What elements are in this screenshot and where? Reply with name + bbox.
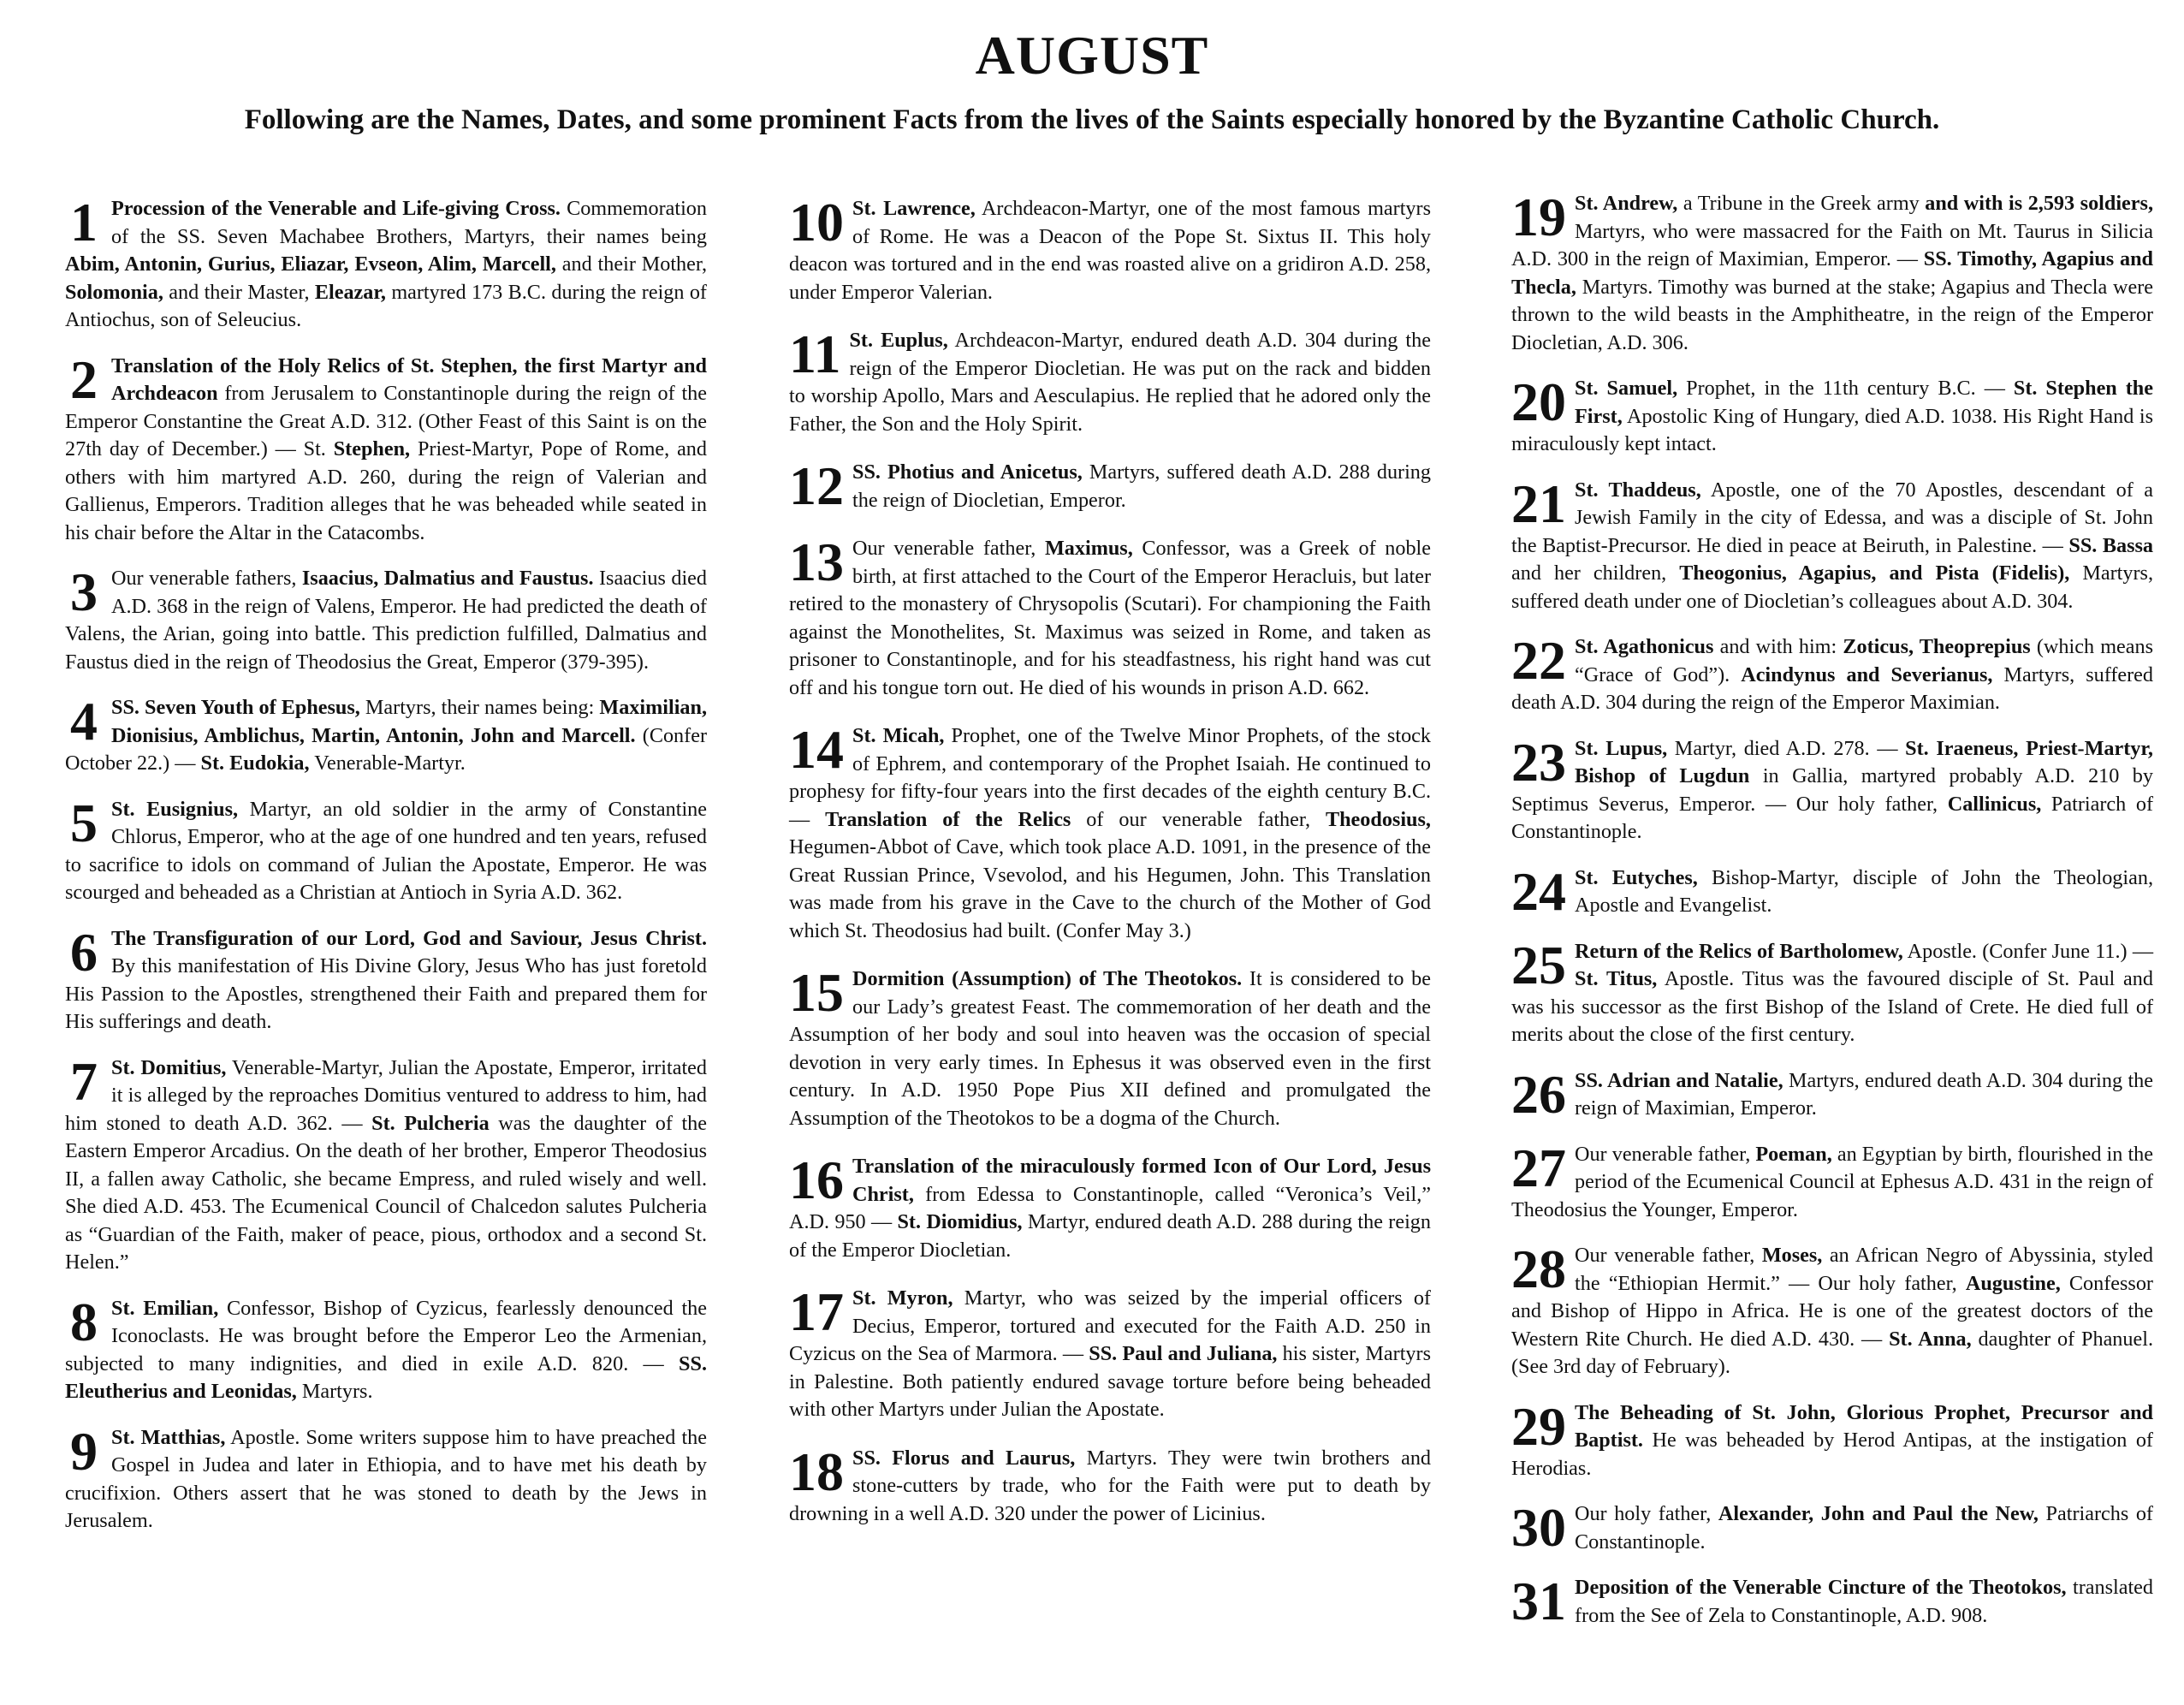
day-number: 12	[789, 455, 844, 516]
day-number: 8	[70, 1291, 98, 1352]
day-entry	[65, 1291, 708, 1406]
day-entry	[1511, 934, 2154, 1049]
day-description: Our venerable father, Poeman, an Egyptian by birth, flourished in the period of the Ecumenical Council at Ephesus A.D. 431 in the reign of Theodosius the Younger, Emperor.	[1511, 1142, 2153, 1221]
day-description: St. Andrew, a Tribune in the Greek army and with is 2,593 soldiers, Martyrs, who were massacred for the Faith on Mt. Taurus in Silicia A.D. 300 in the reign of Maximian, Emperor. — SS. Timothy, Agapius and Thecla, Martyrs. Timothy was burned at the stake; Agapius and Thecla were thrown to the wild beasts in the Amphitheatre, in the reign of the Emperor Diocletian, A.D. 306.	[1511, 192, 2153, 354]
day-number: 5	[70, 792, 98, 853]
day-entry	[789, 1281, 1431, 1424]
day-number: 27	[1511, 1137, 1566, 1198]
day-number: 13	[789, 532, 844, 592]
day-entry	[789, 192, 1431, 306]
day-number: 25	[1511, 934, 1566, 995]
day-entry	[1511, 187, 2153, 357]
day-description: St. Euplus, Archdeacon-Martyr, endured death A.D. 304 during the reign of the Emperor Diocletian. He was put on the rack and bidden to worship Apollo, Mars and Aesculapius. He replied that he adored only the Father, the Son and the Holy Spirit.	[789, 329, 1431, 436]
day-description: St. Samuel, Prophet, in the 11th century B.C. — St. Stephen the First, Apostolic King of Hungary, died A.D. 1038. His Right Hand is miraculously kept intact.	[1511, 377, 2153, 455]
day-number: 26	[1511, 1063, 1566, 1125]
day-description: SS. Adrian and Natalie, Martyrs, endured death A.D. 304 during the reign of Maximian, Emperor.	[1575, 1068, 2154, 1120]
day-entry	[65, 921, 707, 1037]
day-description: Our venerable fathers, Isaacius, Dalmatius and Faustus. Isaacius died A.D. 368 in the reign of Valens, Emperor. He had predicted the death of Valens, the Arian, going into battle. This prediction fulfilled, Dalmatius and Faustus died in the reign of Theodosius the Great, Emperor (379-395).	[65, 567, 707, 674]
day-entry	[1511, 371, 2153, 459]
day-entry	[789, 532, 1431, 702]
day-entry	[1511, 860, 2153, 922]
day-number: 30	[1511, 1497, 1566, 1558]
day-number: 22	[1511, 630, 1566, 691]
day-number: 31	[1511, 1571, 1566, 1631]
day-entry	[65, 1420, 707, 1536]
day-number: 7	[70, 1050, 98, 1112]
day-entry	[65, 792, 707, 907]
day-number: 16	[789, 1150, 844, 1210]
day-number: 11	[789, 324, 841, 384]
day-number: 24	[1511, 860, 1566, 922]
day-entry	[789, 1150, 1431, 1264]
day-entry	[789, 1441, 1432, 1529]
day-description: Our venerable father, Moses, an African Negro of Abyssinia, styled the “Ethiopian Hermit.” — Our holy father, Augustine, Confessor and Bishop of Hippo in Africa. He is one of the greatest doctors of the Western Rite Church. He died A.D. 430. — St. Anna, daughter of Phanuel. (See 3rd day of February).	[1511, 1244, 2154, 1378]
column-2	[789, 192, 1432, 1548]
day-description: SS. Photius and Anicetus, Martyrs, suffered death A.D. 288 during the reign of Diocletian, Emperor.	[852, 460, 1431, 512]
day-description: St. Micah, Prophet, one of the Twelve Minor Prophets, of the stock of Ephrem, and contemporary of the Prophet Isaiah. He continued to prophesy for fifty-four years into the first decades of the eighth century B.C. — Translation of the Relics of our venerable father, Theodosius, Hegumen-Abbot of Cave, which took place A.D. 1091, in the presence of the Great Russian Prince, Vsevolod, and his Hegumen, John. This Translation was made from his grave in the Cave to the church of the Mother of God which St. Theodosius had built. (Confer May 3.)	[789, 724, 1431, 942]
day-description: Dormition (Assumption) of The Theotokos. It is considered to be our Lady’s greatest Feast. The commemoration of her death and the Assumption of her body and soul into heaven was the occasion of special devotion in very early times. In Ephesus it was observed even in the first century. In A.D. 1950 Pope Pius XII defined and promulgated the Assumption of the Theotokos to be a dogma of the Church.	[789, 967, 1431, 1130]
day-entry	[789, 962, 1431, 1132]
day-entry	[65, 1050, 708, 1277]
day-entry	[1511, 630, 2153, 717]
day-entry	[789, 719, 1431, 945]
day-entry	[1511, 1063, 2154, 1125]
day-entry	[1511, 1395, 2153, 1483]
day-number: 14	[789, 719, 844, 780]
day-description: St. Eutyches, Bishop-Martyr, disciple of John the Theologian, Apostle and Evangelist.	[1575, 865, 2153, 917]
day-entry	[1511, 472, 2153, 616]
day-description: St. Eusignius, Martyr, an old soldier in the army of Constantine Chlorus, Emperor, who at the age of one hundred and ten years, refused to sacrifice to idols on command of Julian the Apostate, Emperor. He was scourged and beheaded as a Christian at Antioch in Syria A.D. 362.	[65, 797, 707, 904]
day-entry	[1511, 1497, 2153, 1558]
column-1	[65, 192, 708, 1554]
day-entry	[1511, 1137, 2153, 1225]
day-number: 21	[1511, 472, 1566, 534]
day-description: St. Myron, Martyr, who was seized by the imperial officers of Decius, Emperor, tortured and executed for the Faith A.D. 250 in Cyzicus on the Sea of Marmora. — SS. Paul and Juliana, his sister, Martyrs in Palestine. Both patiently endured savage torture before being beheaded with other Martyrs under Julian the Apostate.	[789, 1286, 1431, 1421]
day-number: 10	[789, 192, 844, 252]
day-number: 4	[70, 691, 98, 752]
day-number: 20	[1511, 371, 1566, 432]
day-description: SS. Seven Youth of Ephesus, Martyrs, their names being: Maximilian, Dionisius, Amblichus, Martin, Antonin, John and Marcell. (Confer October 22.) — St. Eudokia, Venerable-Martyr.	[65, 696, 708, 775]
day-entry	[1511, 731, 2154, 847]
day-description: St. Domitius, Venerable-Martyr, Julian the Apostate, Emperor, irritated it is alleged by the reproaches Domitius ventured to address to him, had him stoned to death A.D. 362. — St. Pulcheria was the daughter of the Eastern Emperor Arcadius. On the death of her brother, Emperor Theodosius II, a fallen away Catholic, she became Empress, and ruled wisely and well. She died A.D. 453. The Ecumenical Council of Chalcedon salutes Pulcheria as “Guardian of the Faith, maker of peace, pious, orthodox and a second St. Helen.”	[65, 1055, 708, 1274]
day-number: 18	[789, 1441, 844, 1502]
day-number: 6	[70, 921, 98, 983]
day-number: 17	[789, 1281, 844, 1342]
day-number: 3	[70, 561, 98, 622]
day-description: St. Matthias, Apostle. Some writers suppose him to have preached the Gospel in Judea and later in Ethiopia, and to have met his death by crucifixion. Others assert that he was stoned to death by the Jews in Jerusalem.	[65, 1425, 707, 1532]
day-entry	[65, 192, 708, 335]
day-description: The Transfiguration of our Lord, God and Saviour, Jesus Christ. By this manifestation of His Divine Glory, Jesus Who has just foretold His Passion to the Apostles, strengthened their Faith and prepared them for His sufferings and death.	[65, 926, 707, 1033]
day-number: 9	[70, 1420, 98, 1482]
day-description: St. Agathonicus and with him: Zoticus, Theoprepius (which means “Grace of God”). Acindynus and Severianus, Martyrs, suffered death A.D. 304 during the reign of the Emperor Maximian.	[1511, 635, 2153, 714]
page-subtitle: Following are the Names, Dates, and some prominent Facts from the lives of the Saints especially honored by the Byzantine Catholic Church.	[244, 104, 1940, 135]
day-number: 28	[1511, 1239, 1566, 1299]
day-description: Our holy father, Alexander, John and Paul the New, Patriarchs of Constantinople.	[1575, 1502, 2153, 1554]
day-description: St. Thaddeus, Apostle, one of the 70 Apostles, descendant of a Jewish Family in the city of Edessa, and was a disciple of St. John the Baptist-Precursor. He died in peace at Beiruth, in Palestine. — SS. Bassa and her children, Theogonius, Agapius, and Pista (Fidelis), Martyrs, suffered death under one of Diocletian’s colleagues about A.D. 304.	[1511, 478, 2153, 613]
day-description: Return of the Relics of Bartholomew, Apostle. (Confer June 11.) — St. Titus, Apostle. Titus was the favoured disciple of St. Paul and was his successor as the first Bishop of the Island of Crete. He died full of merits about the close of the first century.	[1511, 939, 2154, 1046]
day-number: 2	[70, 348, 98, 410]
day-entry	[1511, 1571, 2154, 1631]
day-description: St. Emilian, Confessor, Bishop of Cyzicus, fearlessly denounced the Iconoclasts. He was brought before the Emperor Leo the Armenian, subjected to many indignities, and died in exile A.D. 820. — SS. Eleutherius and Leonidas, Martyrs.	[65, 1296, 708, 1403]
day-description: Our venerable father, Maximus, Confessor, was a Greek of noble birth, at first attached to the Court of the Emperor Heracluis, but later retired to the monastery of Chrysopolis (Scutari). For championing the Faith against the Monothelites, St. Maximus was seized in Rome, and taken as prisoner to Constantinople, and for his steadfastness, his right hand was cut off and his tongue torn out. He died of his wounds in prison A.D. 662.	[789, 537, 1431, 699]
day-description: SS. Florus and Laurus, Martyrs. They were twin brothers and stone-cutters by trade, who for the Faith were put to death by drowning in a well A.D. 320 under the power of Licinius.	[789, 1446, 1432, 1525]
day-entry	[789, 324, 1431, 438]
day-description: Translation of the miraculously formed Icon of Our Lord, Jesus Christ, from Edessa to Constantinople, called “Veronica’s Veil,” A.D. 950 — St. Diomidius, Martyr, endured death A.D. 288 during the reign of the Emperor Diocletian.	[789, 1155, 1431, 1262]
day-description: Deposition of the Venerable Cincture of the Theotokos, translated from the See of Zela to Constantinople, A.D. 908.	[1575, 1576, 2154, 1627]
day-entry	[1511, 1239, 2154, 1381]
day-entry	[65, 348, 707, 548]
day-number: 23	[1511, 731, 1566, 793]
day-description: The Beheading of St. John, Glorious Prophet, Precursor and Baptist. He was beheaded by Herod Antipas, at the instigation of Herodias.	[1511, 1400, 2153, 1480]
day-description: St. Lupus, Martyr, died A.D. 278. — St. Iraeneus, Priest-Martyr, Bishop of Lugdun in Gallia, martyred probably A.D. 210 by Septimus Severus, Emperor. — Our holy father, Callinicus, Patriarch of Constantinople.	[1511, 736, 2154, 843]
day-number: 29	[1511, 1395, 1566, 1457]
day-description: Translation of the Holy Relics of St. Stephen, the first Martyr and Archdeacon from Jerusalem to Constantinople during the reign of the Emperor Constantine the Great A.D. 312. (Other Feast of this Saint is on the 27th day of December.) — St. Stephen, Priest-Martyr, Pope of Rome, and others with him martyred A.D. 260, during the reign of Valerian and Gallienus, Emperors. Tradition alleges that he was beheaded while seated in his chair before the Altar in the Catacombs.	[65, 353, 707, 544]
day-number: 15	[789, 962, 844, 1023]
day-entry	[789, 455, 1431, 516]
day-number: 19	[1511, 187, 1566, 247]
day-entry	[65, 691, 708, 778]
page-title: AUGUST	[975, 25, 1209, 86]
column-3	[1511, 187, 2154, 1648]
day-number: 1	[70, 192, 98, 252]
day-description: St. Lawrence, Archdeacon-Martyr, one of the most famous martyrs of Rome. He was a Deacon of the Pope St. Sixtus II. This holy deacon was tortured and in the end was roasted alive on a gridiron A.D. 258, under Emperor Valerian.	[789, 197, 1431, 304]
day-entry	[65, 561, 707, 676]
day-description: Procession of the Venerable and Life-giving Cross. Commemoration of the SS. Seven Machabee Brothers, Martyrs, their names being Abim, Antonin, Gurius, Eliazar, Evseon, Alim, Marcell, and their Mother, Solomonia, and their Master, Eleazar, martyred 173 B.C. during the reign of Antiochus, son of Seleucius.	[65, 197, 708, 331]
